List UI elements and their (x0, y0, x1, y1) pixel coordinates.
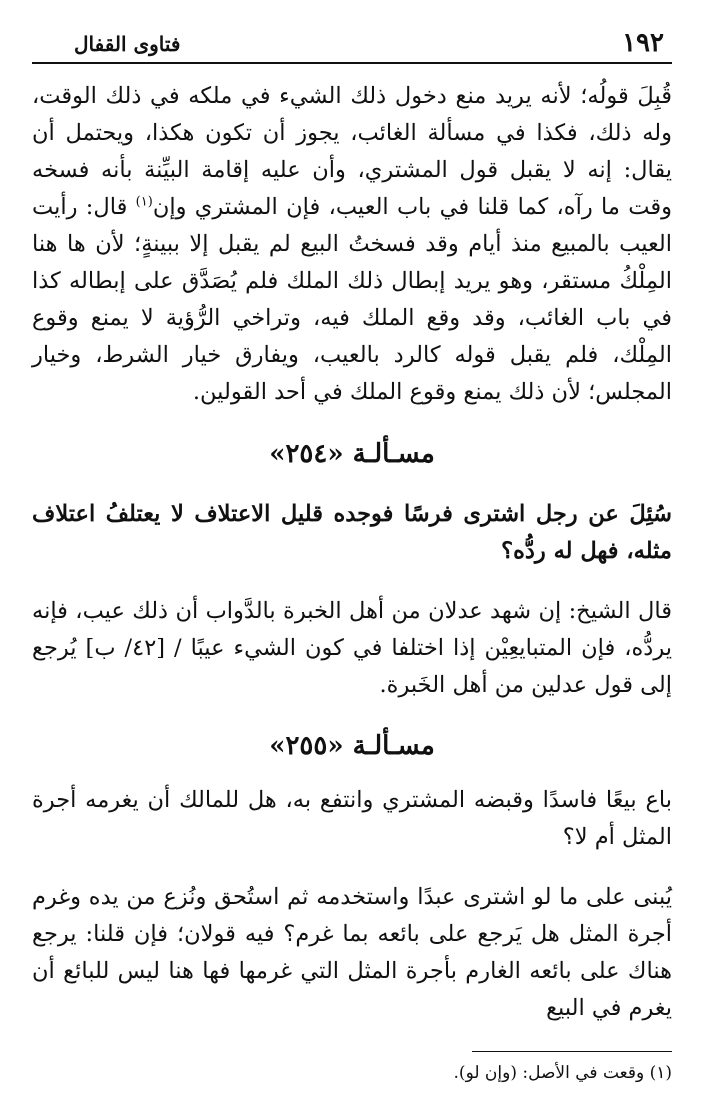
issue-254-question: سُئِلَ عن رجل اشترى فرسًا فوجده قليل الاعتلاف لا يعتلفُ اعتلاف مثله، فهل له ردُّه؟ (32, 501, 672, 564)
footnote-reference: (١) (135, 194, 153, 210)
footnote-divider (472, 1051, 672, 1052)
paragraph-text: قُبِلَ قولُه؛ لأنه يريد منع دخول ذلك الشيء في ملكه في ذلك الوقت، وله ذلك، فكذا في مسألة الغائب، يجوز أن تكون هكذا، ويحتمل أن يقال: إنه لا يقبل قول المشتري، وأن عليه إقامة البيِّنة بأنه فسخه وقت ما رآه، كما قلنا في باب العيب، فإن المشتري وإن (32, 83, 672, 220)
issue-255-question: باع بيعًا فاسدًا وقبضه المشتري وانتفع به، هل للمالك أن يغرمه أجرة المثل أم لا؟ (32, 787, 672, 850)
opening-paragraph (32, 78, 672, 411)
footnote: (١) وقعت في الأصل: (وإن لو). (453, 1062, 672, 1083)
running-title: فتاوى القفال (66, 30, 188, 58)
issue-254-answer: قال الشيخ: إن شهد عدلان من أهل الخبرة بالدَّواب أن ذلك عيب، فإنه يردُّه، فإن المتبايعِيْن إذا اختلفا في كون الشيء عيبًا / [٤٢/ ب] يُرجع إلى قول عدلين من أهل الخَبرة. (32, 597, 672, 698)
page-header (32, 28, 672, 64)
book-page (32, 28, 672, 1086)
issue-255-heading: مسـألـة «٢٥٥» (269, 731, 435, 761)
page-number: ١٩٢ (622, 28, 664, 58)
issue-255-answer: يُبنى على ما لو اشترى عبدًا واستخدمه ثم استُحق ونُزع من يده وغرم أجرة المثل هل يَرجع على بائعه بما غرم؟ فيه قولان؛ فإن قلنا: يرجع هناك على بائعه الغارم بأجرة المثل التي غرمها فها هنا ليس للبائع أن يغرم في البيع (32, 883, 672, 1021)
paragraph-text-continued: قال: رأيت العيب بالمبيع منذ أيام وقد فسختُ البيع لم يقبل إلا ببينةٍ؛ لأن ها هنا المِلْكُ مستقر، وهو يريد إبطال ذلك الملك فلم يُصَدَّق على إبطاله كذا في باب الغائب، وقد وقع الملك فيه، وتراخي الرُّؤية لا يمنع وقوع المِلْك، فلم يقبل قوله كالرد بالعيب، ويفارق خيار الشرط، وخيار المجلس؛ لأن ذلك يمنع وقوع الملك في أحد القولين. (32, 194, 672, 405)
issue-254-heading: مسـألـة «٢٥٤» (269, 438, 435, 469)
